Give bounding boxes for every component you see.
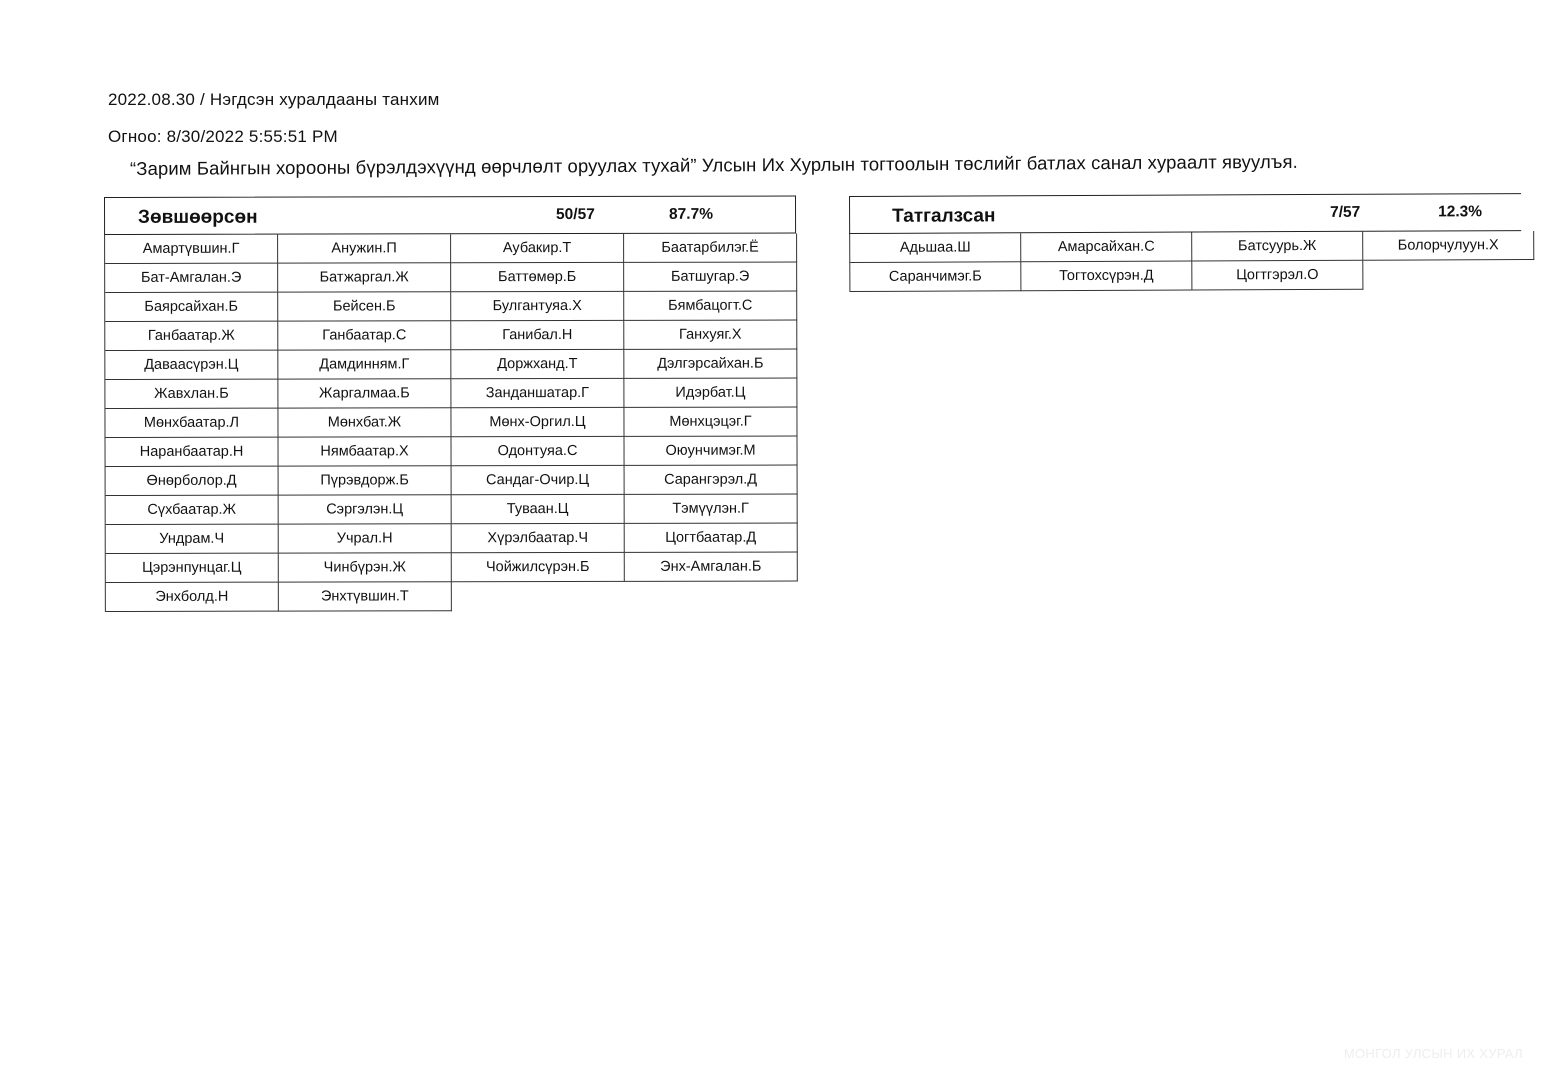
watermark-text: МОНГОЛ УЛСЫН ИХ ХУРАЛ <box>1343 1046 1523 1061</box>
reject-name-cell: Саранчимэг.Б <box>850 262 1021 292</box>
approve-name-cell: Энхтүвшин.Т <box>279 582 452 611</box>
approve-name-cell: Пүрэвдорж.Б <box>279 466 452 495</box>
approve-name-cell: Батжаргал.Ж <box>278 263 451 292</box>
approve-name-cell: Баатарбилэг.Ё <box>624 234 797 263</box>
approve-header <box>104 196 796 235</box>
approve-name-cell: Дамдинням.Г <box>278 350 451 379</box>
approve-name-cell: Наранбаатар.Н <box>106 438 279 467</box>
approve-name-cell: Доржханд.Т <box>451 350 624 379</box>
approve-name-cell: Мөнхбаатар.Л <box>105 409 278 438</box>
reject-block <box>849 193 1521 292</box>
approve-name-cell: Оюунчимэг.М <box>625 437 798 466</box>
reject-name-cell: Тогтохсүрэн.Д <box>1021 262 1192 292</box>
approve-name-cell: Сэргэлэн.Ц <box>279 495 452 524</box>
approve-name-cell: Баттөмөр.Б <box>451 263 624 292</box>
approve-name-cell: Ганбаатар.С <box>278 321 451 350</box>
reject-name-cell: Болорчулуун.Х <box>1363 231 1534 261</box>
approve-name-cell: Ганибал.Н <box>451 321 624 350</box>
approve-name-cell: Булгантуяа.Х <box>451 292 624 321</box>
reject-name-cell: Батсуурь.Ж <box>1192 232 1363 262</box>
approve-name-cell: Өнөрболор.Д <box>106 467 279 496</box>
approve-name-cell: Занданшатар.Г <box>451 379 624 408</box>
reject-name-cell: Цогтгэрэл.О <box>1192 261 1363 291</box>
approve-name-cell: Баярсайхан.Б <box>105 293 278 322</box>
approve-names-grid <box>104 234 797 612</box>
approve-name-cell: Бейсен.Б <box>278 292 451 321</box>
approve-name-cell: Мөнхцэцэг.Г <box>624 408 797 437</box>
approve-name-cell: Туваан.Ц <box>452 495 625 524</box>
approve-name-cell: Даваасүрэн.Ц <box>105 351 278 380</box>
approve-title: Зөвшөөрсөн <box>138 206 258 228</box>
approve-name-cell: Мөнх-Оргил.Ц <box>451 408 624 437</box>
approve-name-cell: Бямбацогт.С <box>624 292 797 321</box>
approve-name-cell: Чойжилсүрэн.Б <box>452 553 625 582</box>
approve-name-cell: Идэрбат.Ц <box>624 379 797 408</box>
approve-name-cell: Аубакир.Т <box>451 234 624 263</box>
approve-name-cell: Одонтуяа.С <box>452 437 625 466</box>
header-vote-topic: “Зарим Байнгын хорооны бүрэлдэхүүнд өөрчлөлт оруулах тухай” Улсын Их Хурлын тогтоолын төслийг батлах санал хураалт явуулъя. <box>129 150 1298 179</box>
reject-header <box>849 193 1521 234</box>
reject-percent: 12.3% <box>1438 203 1483 221</box>
approve-name-cell: Жавхлан.Б <box>105 380 278 409</box>
approve-name-cell: Тэмүүлэн.Г <box>625 495 798 524</box>
reject-names-grid <box>849 231 1521 292</box>
approve-name-cell: Батшугар.Э <box>624 263 797 292</box>
header-timestamp: Огноо: 8/30/2022 5:55:51 PM <box>108 127 338 146</box>
approve-name-cell: Сүхбаатар.Ж <box>106 496 279 525</box>
approve-block <box>104 196 797 612</box>
approve-name-cell: Цэрэнпунцаг.Ц <box>106 554 279 583</box>
approve-name-cell: Учрал.Н <box>279 524 452 553</box>
approve-name-cell: Бат-Амгалан.Э <box>105 264 278 293</box>
approve-name-cell: Хүрэлбаатар.Ч <box>452 524 625 553</box>
reject-name-cell: Амарсайхан.С <box>1021 233 1192 263</box>
reject-name-cell: Адьшаа.Ш <box>850 233 1021 263</box>
approve-name-cell: Нямбаатар.Х <box>279 437 452 466</box>
approve-name-cell: Мөнхбат.Ж <box>278 408 451 437</box>
approve-name-cell: Анужин.П <box>278 234 451 263</box>
approve-name-cell: Сандаг-Очир.Ц <box>452 466 625 495</box>
approve-name-cell: Амартүвшин.Г <box>105 235 278 264</box>
approve-name-cell: Энх-Амгалан.Б <box>625 553 798 582</box>
approve-name-cell: Ганхуяг.Х <box>624 321 797 350</box>
approve-count: 50/57 <box>556 205 595 224</box>
approve-name-cell: Энхболд.Н <box>106 583 279 612</box>
approve-name-cell: Ундрам.Ч <box>106 525 279 554</box>
approve-percent: 87.7% <box>669 205 714 223</box>
header-date-room: 2022.08.30 / Нэгдсэн хуралдааны танхим <box>108 90 440 109</box>
approve-name-cell: Цогтбаатар.Д <box>625 524 798 553</box>
reject-count: 7/57 <box>1330 203 1361 221</box>
approve-name-cell: Ганбаатар.Ж <box>105 322 278 351</box>
approve-name-cell: Чинбүрэн.Ж <box>279 553 452 582</box>
approve-name-cell: Дэлгэрсайхан.Б <box>624 350 797 379</box>
reject-title: Татгалзсан <box>892 205 996 227</box>
approve-name-cell: Сарангэрэл.Д <box>625 466 798 495</box>
approve-name-cell: Жаргалмаа.Б <box>278 379 451 408</box>
